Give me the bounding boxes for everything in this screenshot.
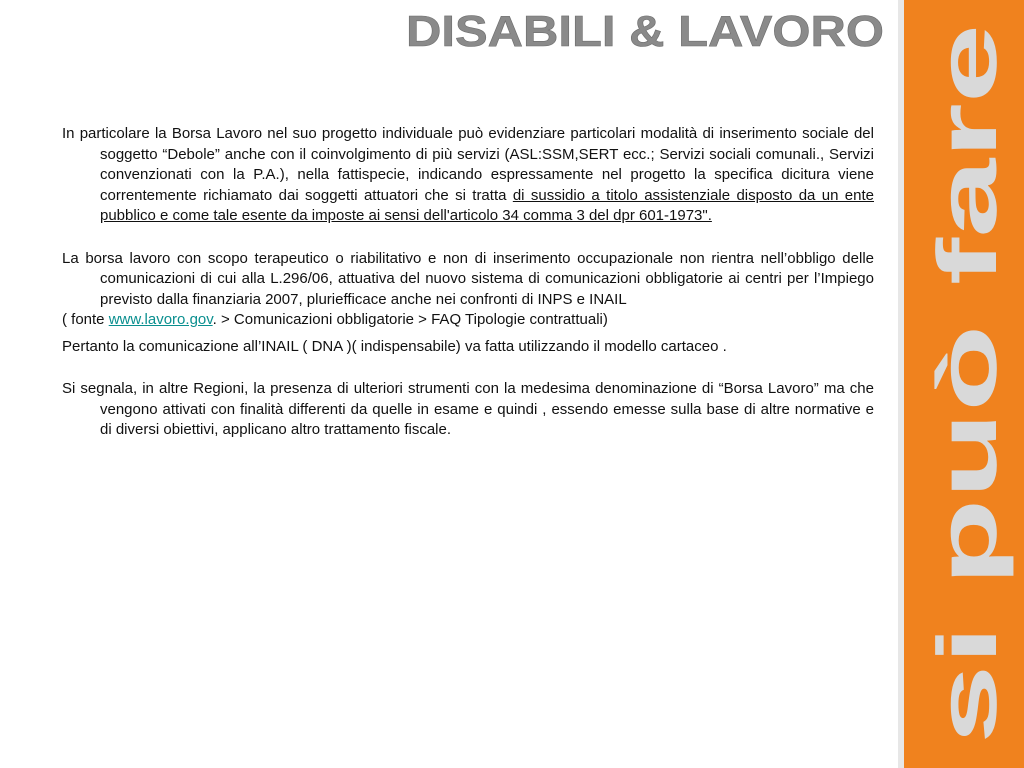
source-prefix: ( fonte xyxy=(62,311,109,328)
paragraph-inail: Pertanto la comunicazione all’INAIL ( DNA )( indispensabile) va fatta utilizzando il modello cartaceo . xyxy=(62,337,727,355)
body-text xyxy=(62,124,874,441)
page-title-text: DISABILI & LAVORO xyxy=(406,7,884,56)
source-line xyxy=(62,310,874,331)
paragraph-altre-regioni: Si segnala, in altre Regioni, la presenza di ulteriori strumenti con la medesima denominazione di “Borsa Lavoro” ma che vengono attivati con finalità differenti da quelle in esame e quindi , essendo emesse sulla base di altre normative e di diversi obiettivi, applicano altro trattamento fiscale. xyxy=(62,380,874,438)
side-banner xyxy=(898,0,1024,768)
lavoro-gov-link[interactable]: www.lavoro.gov xyxy=(108,311,213,328)
paragraph-text: In particolare la Borsa Lavoro nel suo progetto individuale può evidenziare particolari modalità di inserimento sociale del soggetto “Debole” anche con il coinvolgimento di più servizi (ASL:SSM,SERT ecc.; Servizi sociali comunali., Servizi convenzionati con la P.A.), nella fattispecie, indicando espressamente nel progetto la specifica dicitura viene correntemente richiamato dai soggetti attuatori che si tratta xyxy=(62,125,874,204)
underlined-citation: di sussidio a titolo assistenziale disposto da un ente pubblico e come tale esente da imposte ai sensi dell'articolo 34 comma 3 del dpr 601-1973". xyxy=(100,186,874,224)
side-slogan: si può fare xyxy=(920,319,1014,744)
paragraph-scopo-terapeutico: La borsa lavoro con scopo terapeutico o riabilitativo e non di inserimento occupazionale non rientra nell’obbligo delle comunicazioni di cui alla L.296/06, attuativa del nuovo sistema di comunicazioni obbligatorie ai centri per l’Impiego previsto dalla finanziaria 2007, pluriefficace anche nei confronti di INPS e INAIL xyxy=(62,249,874,308)
paragraph-borsa-lavoro xyxy=(62,124,874,227)
source-suffix: . > Comunicazioni obbligatorie > FAQ Tipologie contrattuali) xyxy=(212,311,608,328)
page-title xyxy=(400,2,890,58)
